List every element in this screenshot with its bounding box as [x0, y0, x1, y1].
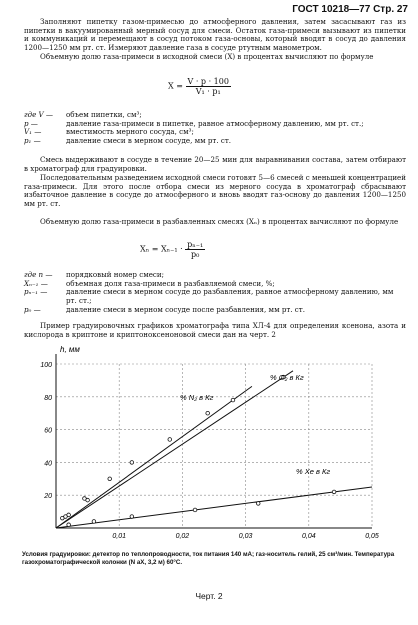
- y-tick-label: 20: [44, 493, 52, 501]
- y-tick-label: 80: [44, 394, 52, 402]
- chart-legend: [180, 373, 330, 476]
- formula-1-numerator: V · p · 100: [187, 77, 229, 86]
- data-point: [92, 520, 96, 524]
- formula-1: [168, 77, 231, 96]
- def-symbol: p₁ —: [24, 136, 41, 146]
- data-point: [168, 438, 172, 442]
- data-point: [67, 523, 71, 527]
- chart-caption: Условия градуировки: детектор по теплопроводности, ток питания 140 мА; газ-носитель гелий, 25 см³/мин. Температура газохроматографической колонки (N аХ, 3,2 м) 60°С.: [22, 551, 395, 566]
- paragraph-1: Заполняют пипетку газом-примесью до атмосферного давления, затем засасывают газ из пипетки в вакуумированный мерный сосуд для смеси. Остаток газа-примеси вызывают из пипетки и коммуникаций и перемещают в сосуд потоком газа-основы, который вводят в сосуд до давления 1200—1250 мм рт. ст. Измеряют давление газа в сосуде ртутным манометром.: [24, 17, 406, 53]
- data-point: [193, 508, 197, 512]
- x-tick-label: 0,03: [238, 533, 253, 540]
- data-point: [108, 477, 112, 481]
- def-row: [24, 306, 406, 315]
- data-point: [64, 515, 68, 519]
- data-point: [332, 490, 336, 494]
- def-text: давление газа-примеси в пипетке, равное атмосферному давлению, мм рт. ст.;: [66, 118, 364, 128]
- data-point: [256, 502, 260, 506]
- y-tick-label: 40: [44, 460, 52, 468]
- def-text: объем пипетки, см³;: [66, 110, 142, 119]
- paragraph-2: Объемную долю газа-примеси в исходной смеси (X) в процентах вычисляют по формуле: [40, 52, 374, 61]
- paragraph-4: Последовательным разведением исходной смеси готовят 5—6 смесей с меньшей концентрацией газа-примеси. Для этого после отбора смеси из мерного сосуда в хроматограф сбрасывают избыточное давление в сосуде до атмосферного и вновь вводят газ-основу до давления 1200—1250 мм рт. ст.: [24, 173, 406, 209]
- chart-series: [56, 371, 372, 528]
- def-row: [24, 288, 406, 305]
- def-text: давление смеси в мерном сосуде, мм рт. ст.: [66, 136, 232, 146]
- x-tick-label: 0,05: [365, 533, 379, 540]
- paragraph-3: Смесь выдерживают в сосуде в течение 20—25 мин для выравнивания состава, затем отбирают в хроматограф для градуировки.: [24, 155, 406, 173]
- formula-2-lhs: Xₙ = Xₙ₋₁ ·: [140, 244, 183, 254]
- def-row: [24, 137, 406, 146]
- def-symbol: где V —: [24, 110, 54, 119]
- x-tick-label: 0,02: [175, 533, 190, 540]
- y-axis-label: h, мм: [60, 345, 80, 354]
- def-symbol: где n —: [24, 270, 53, 279]
- series-label: % N₂ в Кг: [180, 393, 214, 402]
- paragraph-5: Объемную долю газа-примеси в разбавленных смесях (Xₙ) в процентах вычисляют по формуле: [40, 217, 399, 226]
- chart-axes: [56, 354, 372, 528]
- def-text: объемная доля газа-примеси в разбавляемой смеси, %;: [66, 278, 275, 288]
- calibration-chart: [0, 340, 418, 550]
- data-point: [231, 398, 235, 402]
- page-header: ГОСТ 10218—77 Стр. 27: [292, 4, 408, 15]
- def-symbol: p₀ —: [24, 304, 41, 314]
- paragraph-6: Пример градуировочных графиков хроматографа типа ХЛ-4 для определения ксенона, азота и кислорода в криптоне и криптоноксеноновой смеси дан на черт. 2: [24, 321, 406, 339]
- x-tick-label: 0,04: [301, 533, 316, 540]
- def-symbol: p —: [24, 118, 38, 128]
- def-symbol: V₁ —: [24, 127, 42, 137]
- formula-1-denominator: V₁ · p₁: [195, 87, 221, 96]
- y-tick-label: 100: [40, 362, 52, 369]
- series-label: % O₂ в Кг: [270, 373, 304, 382]
- def-symbol: Xₙ₋₁ —: [24, 278, 48, 288]
- definitions-1: [24, 111, 406, 146]
- formula-2-denominator: p₀: [191, 250, 200, 259]
- definitions-2: [24, 271, 406, 315]
- series-label: % Xe в Кг: [296, 467, 331, 476]
- x-tick-label: 0,01: [112, 533, 127, 540]
- data-point: [83, 497, 87, 501]
- def-text: давление смеси в мерном сосуде до разбавления, равное атмосферному давлению, мм рт. ст.;: [66, 287, 394, 306]
- chart-ticks: [40, 362, 379, 540]
- def-text: давление смеси в мерном сосуде после разбавления, мм рт. ст.: [66, 304, 305, 314]
- y-tick-label: 60: [44, 427, 52, 435]
- figure-label: Черт. 2: [195, 591, 223, 601]
- formula-2: [140, 240, 205, 259]
- formula-1-lhs: X =: [168, 81, 183, 91]
- formula-2-numerator: pₙ₋₁: [187, 240, 204, 249]
- chart-grid: [56, 364, 372, 528]
- def-text: вместимость мерного сосуда, см³;: [66, 127, 194, 137]
- data-point: [130, 515, 134, 519]
- def-text: порядковый номер смеси;: [66, 270, 164, 279]
- data-point: [130, 461, 134, 465]
- data-point: [206, 411, 210, 415]
- def-symbol: pₙ₋₁ —: [24, 287, 48, 297]
